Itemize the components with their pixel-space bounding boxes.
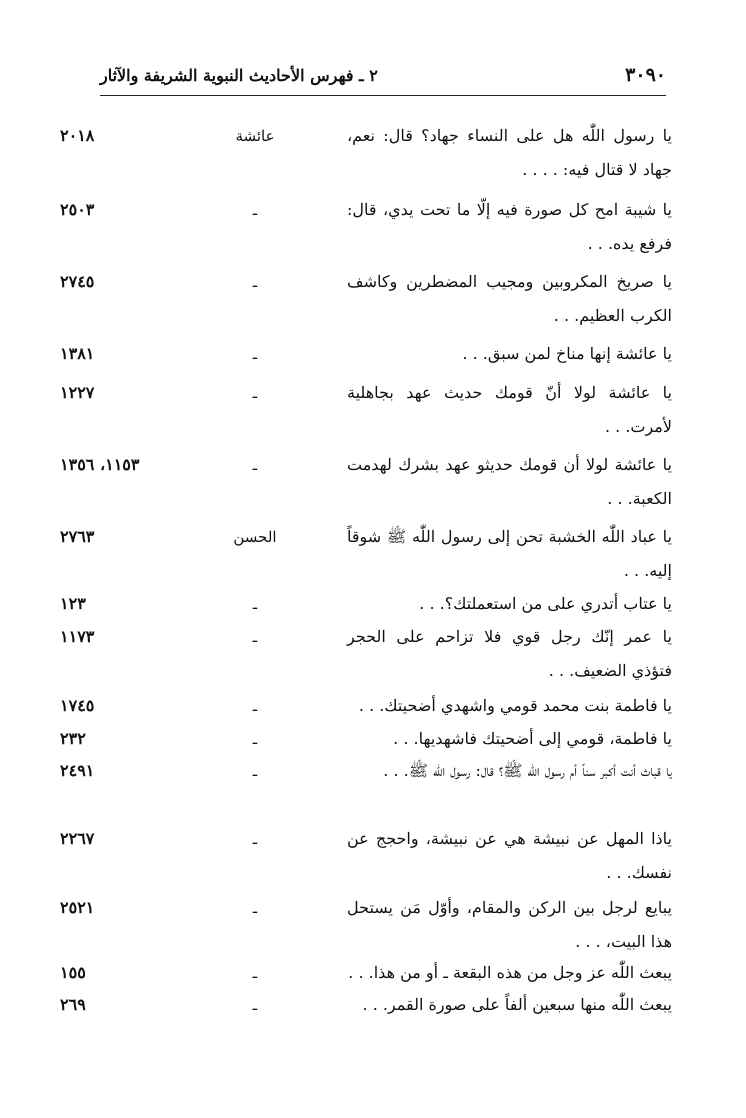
- hadith-text: يا فاطمة بنت محمد قومي واشهدي أضحيتك. . .: [358, 696, 672, 715]
- reference-number: ١١٧٣: [60, 627, 95, 646]
- reference-number: ١٢٢٧: [60, 383, 95, 402]
- narrator: ـ: [252, 730, 258, 748]
- narrator: عائشة: [235, 127, 275, 145]
- reference-number: ٢٦٩: [60, 995, 86, 1014]
- narrator: الحسن: [233, 528, 277, 546]
- narrator: ـ: [252, 384, 258, 402]
- narrator: ـ: [252, 830, 258, 848]
- narrator: ـ: [252, 595, 258, 613]
- hadith-text: يبعث اللّٰه منها سبعين ألفاً على صورة القمر. . .: [362, 995, 672, 1014]
- reference-number: ٢٧٦٣: [60, 527, 95, 546]
- reference-number: ٢٥٢١: [60, 898, 95, 917]
- narrator: ـ: [252, 899, 258, 917]
- reference-number: ٢٣٢: [60, 729, 86, 748]
- narrator: ـ: [252, 996, 258, 1014]
- reference-number: ١٧٤٥: [60, 696, 95, 715]
- reference-number: ٢٧٤٥: [60, 272, 95, 291]
- reference-number: ٢٥٠٣: [60, 200, 95, 219]
- reference-number: ٢٠١٨: [60, 126, 95, 145]
- hadith-text: يا رسول اللّٰه هل على النساء جهاد؟ قال: نعم، جهاد لا قتال فيه: . . . .: [347, 126, 672, 179]
- narrator: ـ: [252, 964, 258, 982]
- reference-number: ١٢٣: [60, 594, 86, 613]
- narrator: ـ: [252, 201, 258, 219]
- hadith-text: يا عائشة لولا أن قومك حديثو عهد بشرك لهدمت الكعبة. . .: [347, 455, 672, 508]
- hadith-text: يا عباد اللّٰه الخشبة تحن إلى رسول اللّٰه ﷺ شوقاً إليه. . .: [347, 527, 672, 580]
- reference-number: ٢٤٩١: [60, 761, 95, 780]
- reference-number: ١١٥٣، ١٣٥٦: [60, 455, 140, 474]
- running-title: ٢ ـ فهرس الأحاديث النبوية الشريفة والآثار: [100, 65, 378, 85]
- narrator: ـ: [252, 273, 258, 291]
- page-number: ٣٠٩٠: [625, 64, 666, 86]
- hadith-text: يبايع لرجل بين الركن والمقام، وأوّل مَن يستحل هذا البيت، . . .: [347, 898, 672, 951]
- narrator: ـ: [252, 697, 258, 715]
- reference-number: ٢٢٦٧: [60, 829, 95, 848]
- narrator: ـ: [252, 628, 258, 646]
- hadith-text: يا عائشة إنها مناخ لمن سبق. . .: [462, 344, 672, 363]
- hadith-text: يا عتاب أتدري على من استعملتك؟. . .: [419, 594, 672, 613]
- hadith-text: يا فاطمة، قومي إلى أضحيتك فاشهديها. . .: [393, 729, 672, 748]
- hadith-text: يبعث اللّٰه عز وجل من هذه البقعة ـ أو من هذا. . .: [348, 963, 672, 982]
- hadith-text: يا قباث أنت أكبر سناً أم رسول اللّٰه ﷺ؟ قال: رسول اللّٰه ﷺ. . .: [383, 761, 672, 780]
- hadith-text: يا عائشة لولا أنّ قومك حديث عهد بجاهلية لأمرت. . .: [347, 383, 672, 436]
- hadith-text: يا شيبة امح كل صورة فيه إلّا ما تحت يدي، قال: فرفع يده. . .: [347, 200, 672, 253]
- hadith-text: يا عمر إنّك رجل قوي فلا تزاحم على الحجر فتؤذي الضعيف. . .: [347, 627, 672, 680]
- reference-number: ١٣٨١: [60, 344, 95, 363]
- narrator: ـ: [252, 456, 258, 474]
- narrator: ـ: [252, 762, 258, 780]
- reference-number: ١٥٥: [60, 963, 86, 982]
- hadith-text: ياذا المهل عن نبيشة هي عن نبيشة، واحجج عن نفسك. . .: [347, 829, 672, 882]
- hadith-text: يا صريخ المكروبين ومجيب المضطرين وكاشف الكرب العظيم. . .: [347, 272, 672, 325]
- narrator: ـ: [252, 345, 258, 363]
